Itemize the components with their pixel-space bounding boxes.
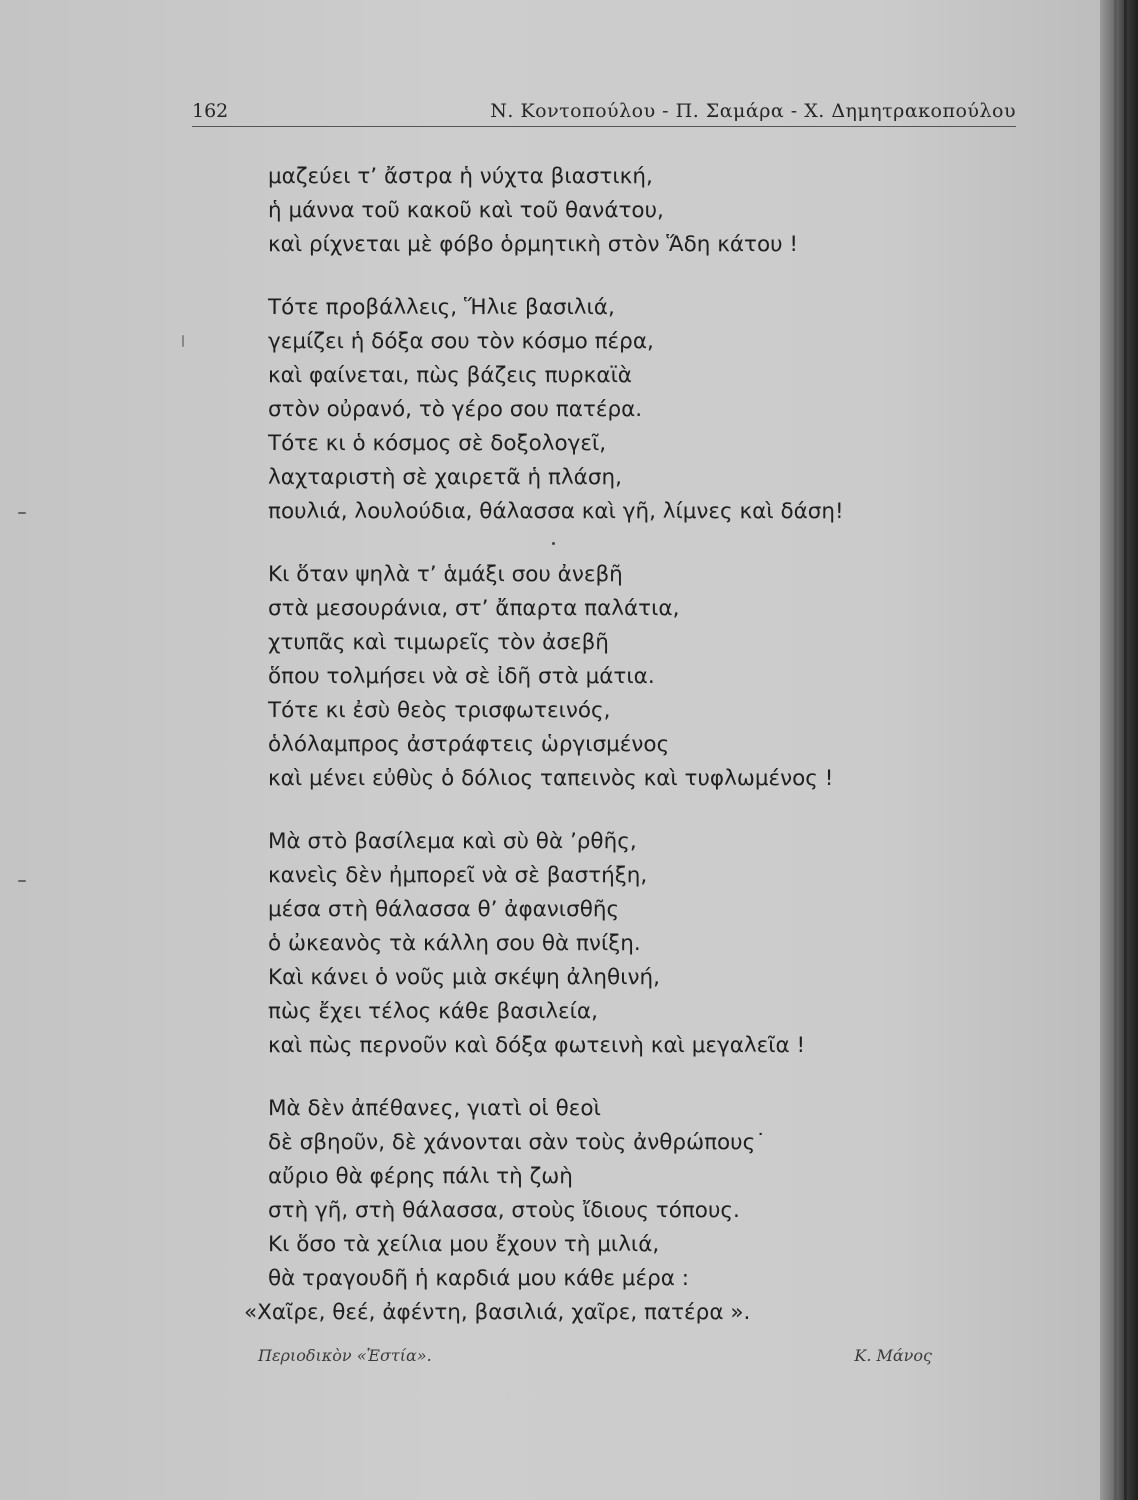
poem-final-line: «Χαῖρε, θεέ, ἀφέντη, βασιλιά, χαῖρε, πατέρα ». (244, 1300, 751, 1325)
poem (244, 160, 988, 1359)
running-title: Ν. Κοντοπούλου - Π. Σαμάρα - Χ. Δημητρακοπούλου (490, 100, 1016, 122)
poem-line: Τότε κι ὁ κόσμος σὲ δοξολογεῖ, (268, 431, 607, 456)
poem-line: Κι ὅταν ψηλὰ τ’ ἁμάξι σου ἀνεβῆ (268, 562, 623, 587)
stanza-1 (268, 160, 988, 262)
page-edge-shadow (1100, 0, 1138, 1500)
source-citation: Περιοδικὸν «Ἑστία». (258, 1346, 432, 1365)
paper-speck (18, 512, 26, 514)
poem-line: Μὰ δὲν ἀπέθανες, γιατὶ οἱ θεοὶ (268, 1096, 601, 1121)
stanza-2 (268, 291, 988, 529)
paper-speck (552, 542, 555, 545)
poem-line: καὶ ρίχνεται μὲ φόβο ὁρμητικὴ στὸν Ἅδη κάτου ! (268, 232, 799, 257)
poem-line: λαχταριστὴ σὲ χαιρετᾶ ἡ πλάση, (268, 465, 622, 490)
poem-line: στὸν οὐρανό, τὸ γέρο σου πατέρα. (268, 397, 643, 422)
poem-line: ὅπου τολμήσει νὰ σὲ ἰδῆ στὰ μάτια. (268, 664, 655, 689)
poem-line: Μὰ στὸ βασίλεμα καὶ σὺ θὰ ’ρθῆς, (268, 829, 637, 854)
poem-line: πουλιά, λουλούδια, θάλασσα καὶ γῆ, λίμνες καὶ δάση! (268, 499, 844, 524)
paper-speck (182, 335, 184, 347)
poem-line: μαζεύει τ’ ἄστρα ἡ νύχτα βιαστική, (268, 164, 653, 189)
poem-line: χτυπᾶς καὶ τιμωρεῖς τὸν ἀσεβῆ (268, 630, 609, 655)
stanza-3 (268, 558, 988, 796)
poem-line: Καὶ κάνει ὁ νοῦς μιὰ σκέψη ἀληθινή, (268, 965, 660, 990)
poem-line: γεμίζει ἡ δόξα σου τὸν κόσμο πέρα, (268, 329, 654, 354)
poem-line: καὶ μένει εὐθὺς ὁ δόλιος ταπεινὸς καὶ τυφλωμένος ! (268, 766, 834, 791)
poem-line: ἡ μάννα τοῦ κακοῦ καὶ τοῦ θανάτου, (268, 198, 664, 223)
poem-line: στὰ μεσουράνια, στ’ ἄπαρτα παλάτια, (268, 596, 680, 621)
poem-line: στὴ γῆ, στὴ θάλασσα, στοὺς ἴδιους τόπους. (268, 1198, 740, 1223)
poem-line: καὶ πὼς περνοῦν καὶ δόξα φωτεινὴ καὶ μεγαλεῖα ! (268, 1033, 806, 1058)
page-footer (258, 1346, 932, 1376)
poem-line: ὁ ὠκεανὸς τὰ κάλλη σου θὰ πνίξη. (268, 931, 641, 956)
poem-line: πὼς ἔχει τέλος κάθε βασιλεία, (268, 999, 598, 1024)
poem-line: καὶ φαίνεται, πὼς βάζεις πυρκαϊὰ (268, 363, 632, 388)
stanza-5 (244, 1092, 988, 1330)
poem-line: Τότε προβάλλεις, Ἥλιε βασιλιά, (268, 295, 615, 320)
poem-line: αὔριο θὰ φέρης πάλι τὴ ζωὴ (268, 1164, 573, 1189)
poem-line: ὁλόλαμπρος ἀστράφτεις ὡργισμένος (268, 732, 670, 757)
paper-speck (18, 880, 26, 882)
poem-author: Κ. Μάνος (854, 1346, 932, 1365)
page-number: 162 (192, 100, 229, 122)
poem-line: θὰ τραγουδῆ ἡ καρδιά μου κάθε μέρα : (268, 1266, 690, 1291)
page-header (192, 96, 1016, 130)
page-edge-line (1114, 0, 1117, 1500)
poem-line: Τότε κι ἐσὺ θεὸς τρισφωτεινός, (268, 698, 611, 723)
header-rule (192, 126, 1016, 127)
page-edge-line (1124, 0, 1127, 1500)
poem-line: Κι ὅσο τὰ χείλια μου ἔχουν τὴ μιλιά, (268, 1232, 660, 1257)
poem-line: μέσα στὴ θάλασσα θ’ ἀφανισθῆς (268, 897, 620, 922)
stanza-4 (268, 825, 988, 1063)
poem-line: δὲ σβηοῦν, δὲ χάνονται σὰν τοὺς ἀνθρώπους˙ (268, 1130, 766, 1155)
poem-line: κανεὶς δὲν ἠμπορεῖ νὰ σὲ βαστήξη, (268, 863, 648, 888)
